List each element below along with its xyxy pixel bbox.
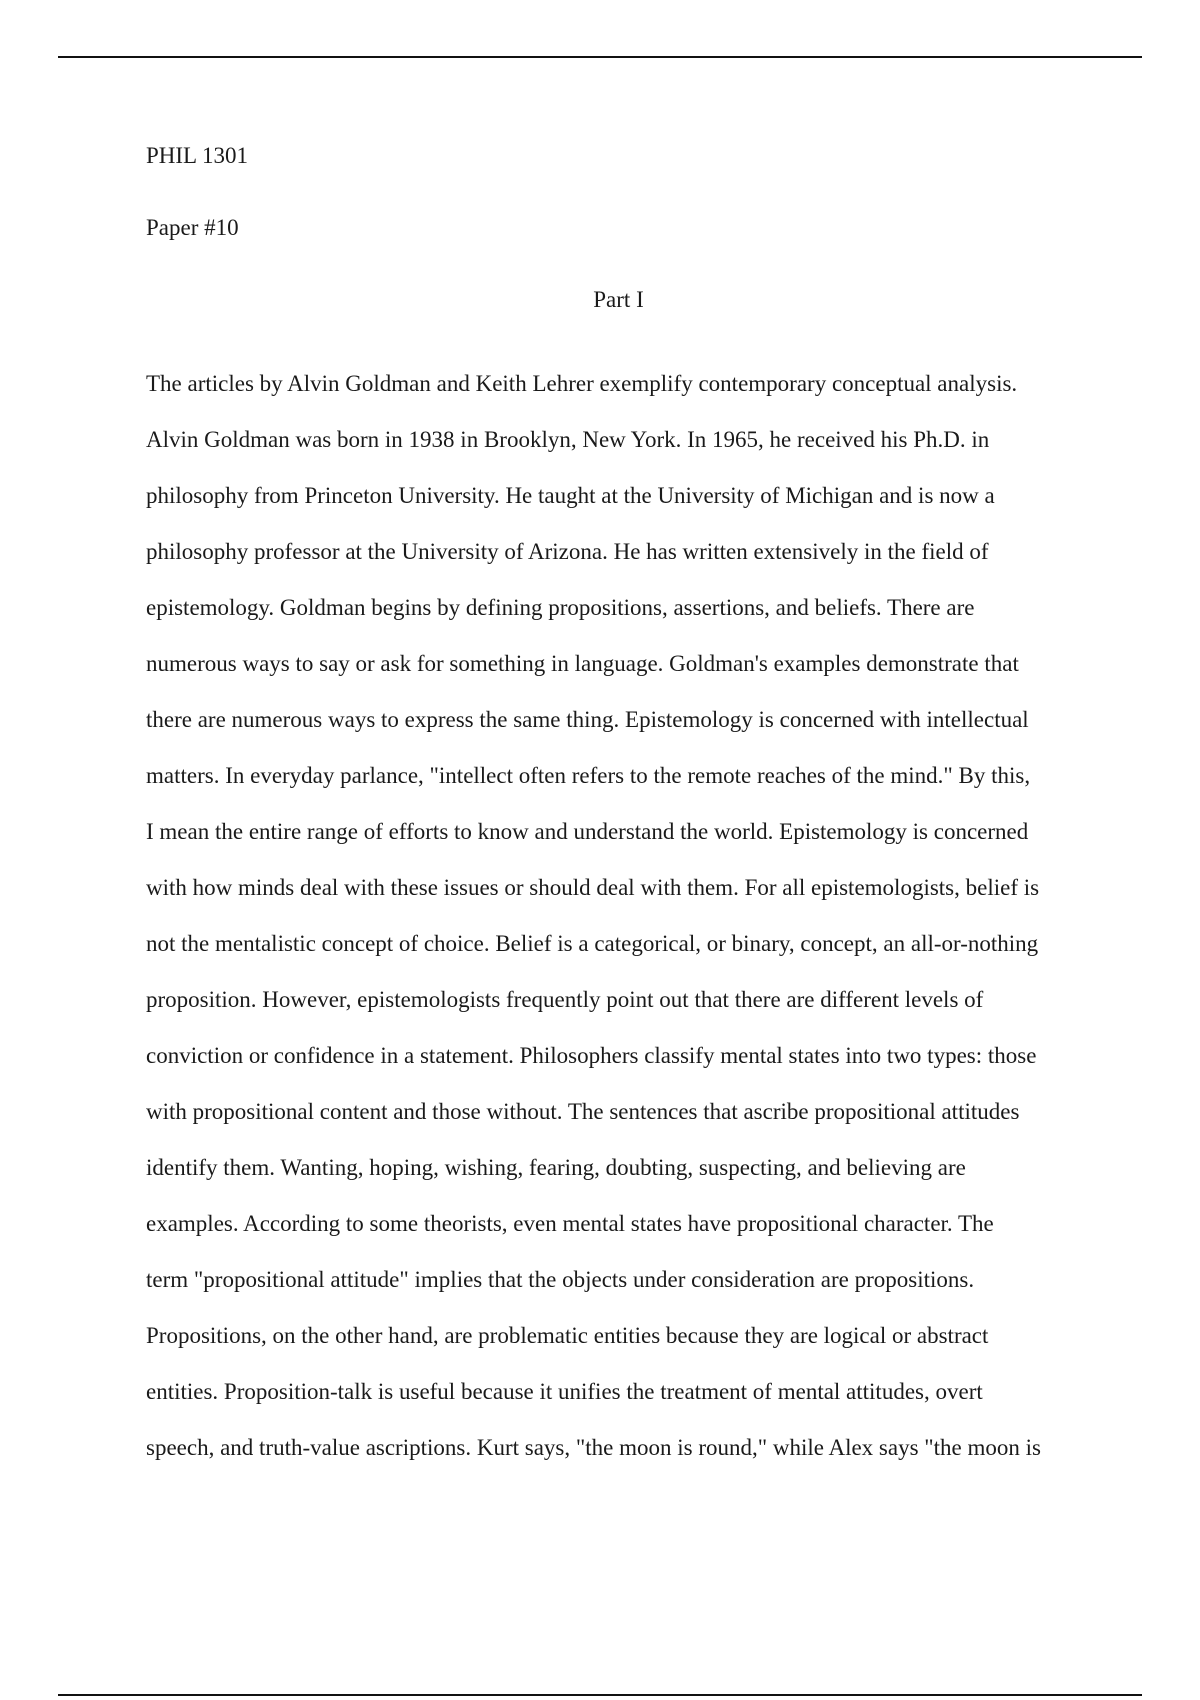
body-line: matters. In everyday parlance, "intellect often refers to the remote reaches of the mind." By this, (146, 763, 1031, 788)
body-line: I mean the entire range of efforts to know and understand the world. Epistemology is concerned (146, 819, 1029, 844)
course-code: PHIL 1301 (146, 143, 249, 168)
body-line: proposition. However, epistemologists frequently point out that there are different levels of (146, 987, 984, 1012)
top-rule (58, 56, 1142, 58)
body-line: term "propositional attitude" implies that the objects under consideration are propositions. (146, 1267, 975, 1292)
body-line: epistemology. Goldman begins by defining propositions, assertions, and beliefs. There are (146, 595, 975, 620)
body-text (146, 356, 1096, 1476)
body-line: conviction or confidence in a statement. Philosophers classify mental states into two types: those (146, 1043, 1037, 1068)
paper-number: Paper #10 (146, 215, 239, 240)
body-line: examples. According to some theorists, even mental states have propositional character. The (146, 1211, 994, 1236)
body-line: The articles by Alvin Goldman and Keith Lehrer exemplify contemporary conceptual analysis. (146, 371, 1018, 396)
body-line: entities. Proposition-talk is useful because it unifies the treatment of mental attitudes, overt (146, 1379, 983, 1404)
body-line: not the mentalistic concept of choice. Belief is a categorical, or binary, concept, an all-or-nothing (146, 931, 1039, 956)
body-line: with how minds deal with these issues or should deal with them. For all epistemologists, belief is (146, 875, 1040, 900)
bottom-rule (58, 1694, 1142, 1696)
body-line: philosophy professor at the University of Arizona. He has written extensively in the field of (146, 539, 989, 564)
body-line: philosophy from Princeton University. He taught at the University of Michigan and is now a (146, 483, 995, 508)
section-heading: Part I (593, 287, 644, 312)
body-line: speech, and truth-value ascriptions. Kurt says, "the moon is round," while Alex says "the moon is (146, 1435, 1041, 1460)
body-line: with propositional content and those without. The sentences that ascribe propositional attitudes (146, 1099, 1020, 1124)
body-line: Propositions, on the other hand, are problematic entities because they are logical or abstract (146, 1323, 989, 1348)
body-line: Alvin Goldman was born in 1938 in Brooklyn, New York. In 1965, he received his Ph.D. in (146, 427, 990, 452)
body-line: there are numerous ways to express the same thing. Epistemology is concerned with intellectual (146, 707, 1029, 732)
body-line: numerous ways to say or ask for something in language. Goldman's examples demonstrate that (146, 651, 1019, 676)
document-page (146, 140, 1096, 1476)
body-line: identify them. Wanting, hoping, wishing, fearing, doubting, suspecting, and believing are (146, 1155, 966, 1180)
